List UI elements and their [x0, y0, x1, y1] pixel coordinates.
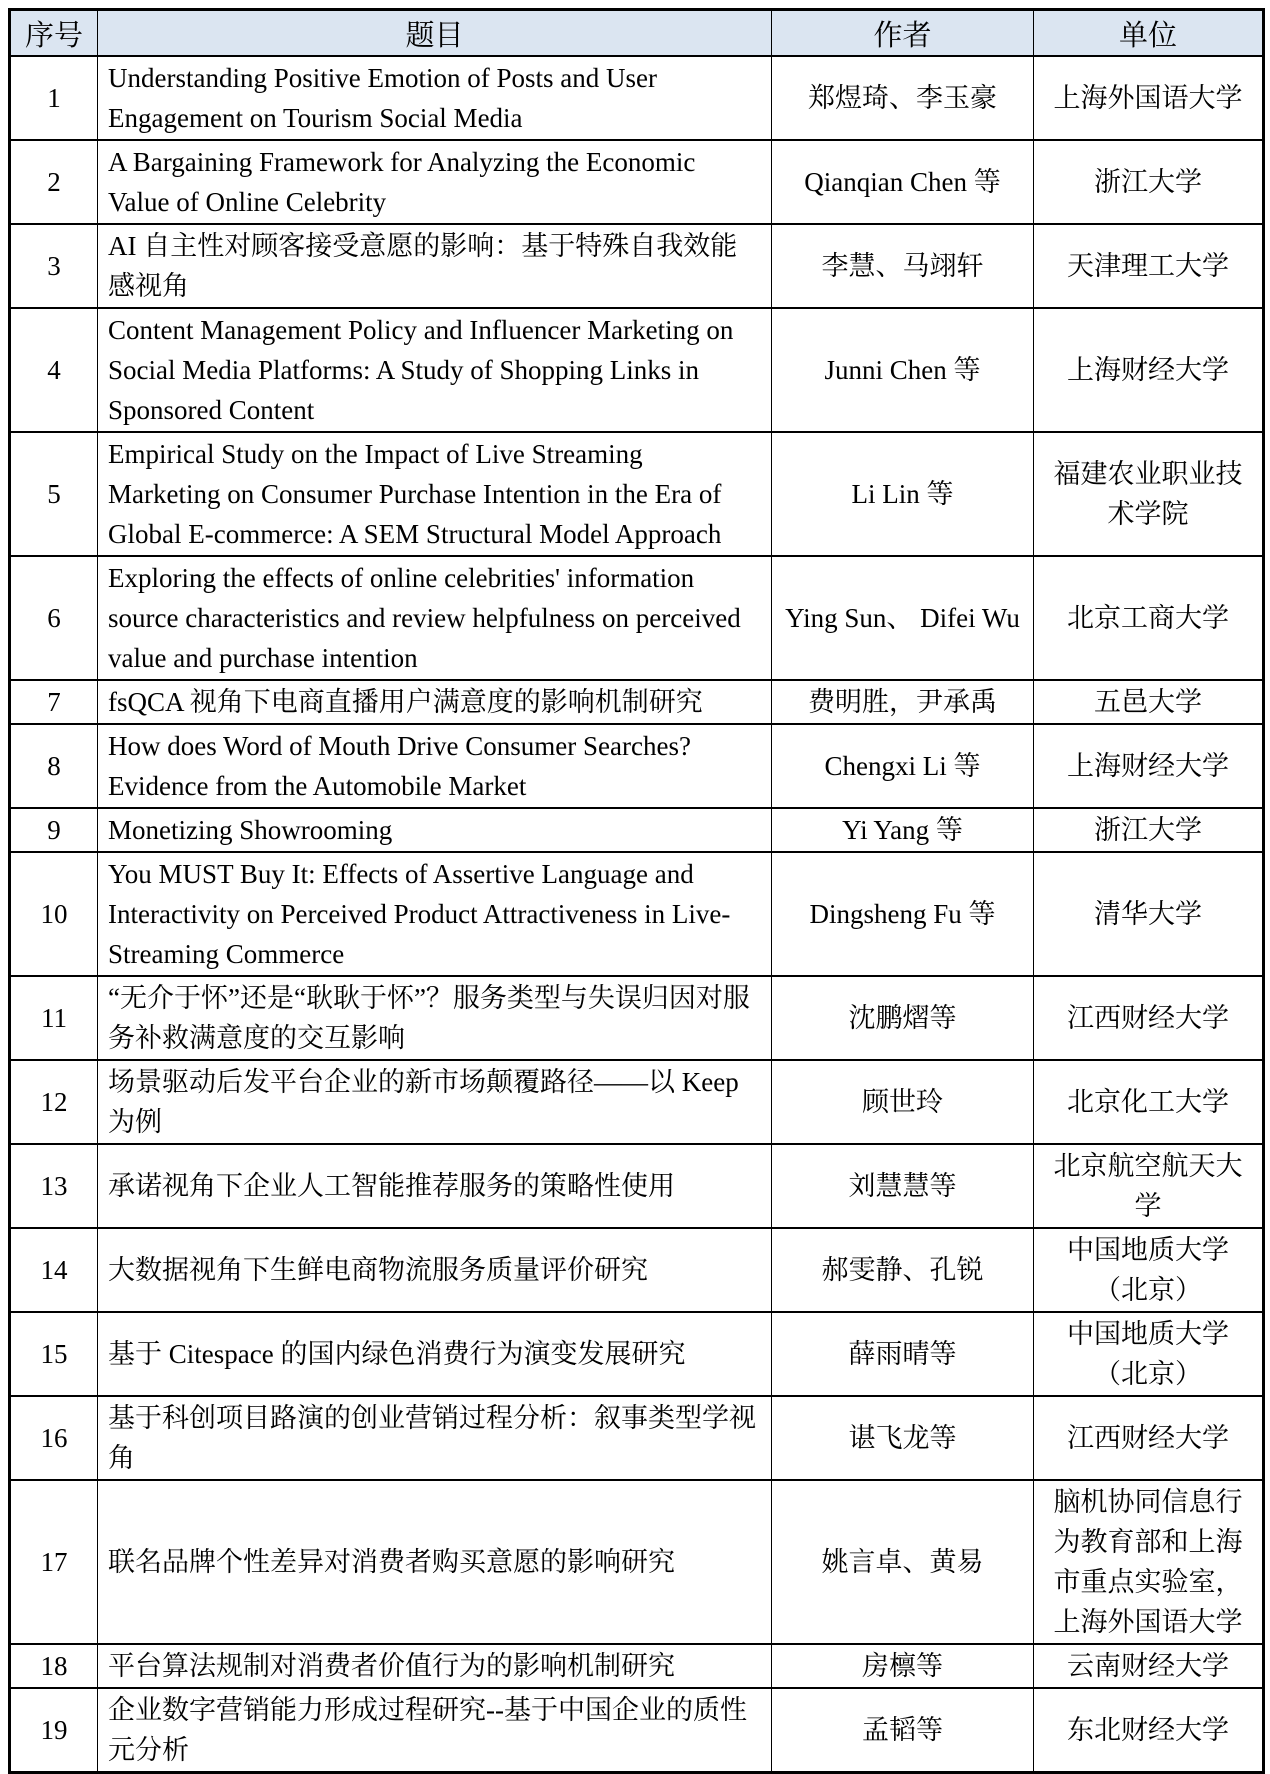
- row-number-cell: [10, 224, 98, 308]
- paper-title: Empirical Study on the Impact of Live Streaming Marketing on Consumer Purchase Intention in the Era of Global E-commerce: A SEM Structural Model Approach: [108, 439, 722, 549]
- paper-authors: 沈鹏熠等: [848, 1003, 957, 1033]
- row-number: 9: [47, 815, 61, 845]
- paper-institution-cell: [1034, 680, 1264, 724]
- paper-authors-cell: [772, 1144, 1034, 1228]
- row-number: 1: [47, 83, 61, 113]
- paper-title-cell: [98, 224, 772, 308]
- row-number-cell: [10, 852, 98, 976]
- paper-authors: Ying Sun、 Difei Wu: [785, 603, 1020, 633]
- paper-authors-cell: [772, 1060, 1034, 1144]
- paper-institution-cell: [1034, 432, 1264, 556]
- paper-institution: 浙江大学: [1094, 815, 1202, 845]
- paper-title-cell: [98, 852, 772, 976]
- paper-authors-cell: [772, 724, 1034, 808]
- paper-authors: Qianqian Chen 等: [804, 167, 1001, 197]
- row-number-cell: [10, 976, 98, 1060]
- paper-title-cell: [98, 308, 772, 432]
- paper-institution: 东北财经大学: [1067, 1715, 1229, 1745]
- paper-title-cell: [98, 556, 772, 680]
- table-body: [10, 56, 1264, 1773]
- paper-title-cell: [98, 432, 772, 556]
- paper-title-cell: [98, 1312, 772, 1396]
- paper-institution-cell: [1034, 140, 1264, 224]
- column-header-institution: 单位: [1034, 10, 1264, 57]
- table-row: [10, 308, 1264, 432]
- paper-institution: 清华大学: [1094, 899, 1202, 929]
- paper-authors: 谌飞龙等: [848, 1423, 957, 1453]
- paper-title-cell: [98, 1396, 772, 1480]
- paper-authors-cell: [772, 976, 1034, 1060]
- paper-title-cell: [98, 1060, 772, 1144]
- row-number-cell: [10, 680, 98, 724]
- paper-title: You MUST Buy It: Effects of Assertive Language and Interactivity on Perceived Product Attractiveness in Live-Streaming Commerce: [108, 859, 731, 969]
- paper-institution-cell: [1034, 1480, 1264, 1644]
- paper-authors: 孟韬等: [862, 1715, 943, 1745]
- paper-institution: 福建农业职业技术学院: [1053, 459, 1243, 529]
- paper-authors-cell: [772, 308, 1034, 432]
- table-row: [10, 1060, 1264, 1144]
- row-number: 2: [47, 167, 61, 197]
- paper-authors-cell: [772, 56, 1034, 140]
- row-number: 5: [47, 479, 61, 509]
- paper-authors: 郝雯静、孔锐: [821, 1255, 984, 1285]
- paper-institution-cell: [1034, 1688, 1264, 1773]
- paper-title: 基于科创项目路演的创业营销过程分析：叙事类型学视角: [108, 1403, 756, 1473]
- paper-title: Exploring the effects of online celebrities' information source characteristics and review helpfulness on perceived value and purchase intention: [108, 563, 741, 673]
- paper-institution-cell: [1034, 808, 1264, 852]
- table-row: [10, 1480, 1264, 1644]
- paper-title-cell: [98, 56, 772, 140]
- row-number-cell: [10, 56, 98, 140]
- table-row: [10, 724, 1264, 808]
- paper-authors-cell: [772, 1312, 1034, 1396]
- row-number-cell: [10, 556, 98, 680]
- table-row: [10, 1312, 1264, 1396]
- paper-institution: 上海财经大学: [1067, 355, 1229, 385]
- paper-title-cell: [98, 1228, 772, 1312]
- row-number-cell: [10, 724, 98, 808]
- table-row: [10, 1144, 1264, 1228]
- paper-authors: 李慧、马翊轩: [821, 251, 984, 281]
- paper-authors: 顾世玲: [862, 1087, 943, 1117]
- paper-institution: 云南财经大学: [1067, 1651, 1229, 1681]
- paper-institution: 中国地质大学（北京）: [1067, 1235, 1229, 1305]
- table-row: [10, 852, 1264, 976]
- table-header-row: [10, 10, 1264, 57]
- table-row: [10, 1396, 1264, 1480]
- row-number-cell: [10, 432, 98, 556]
- paper-title-cell: [98, 680, 772, 724]
- paper-title: AI 自主性对顾客接受意愿的影响：基于特殊自我效能感视角: [108, 231, 738, 301]
- paper-authors-cell: [772, 224, 1034, 308]
- paper-authors: 刘慧慧等: [848, 1171, 957, 1201]
- table-row: [10, 1688, 1264, 1773]
- paper-institution: 脑机协同信息行为教育部和上海市重点实验室，上海外国语大学: [1053, 1487, 1243, 1637]
- paper-title: 基于 Citespace 的国内绿色消费行为演变发展研究: [108, 1339, 686, 1369]
- row-number: 13: [40, 1171, 68, 1201]
- paper-authors: 费明胜，尹承禹: [808, 687, 997, 717]
- table-row: [10, 1644, 1264, 1688]
- paper-authors-cell: [772, 432, 1034, 556]
- paper-institution: 五邑大学: [1094, 687, 1202, 717]
- paper-title-cell: [98, 724, 772, 808]
- row-number-cell: [10, 1688, 98, 1773]
- row-number: 16: [40, 1423, 68, 1453]
- paper-title: 大数据视角下生鲜电商物流服务质量评价研究: [108, 1255, 648, 1285]
- row-number-cell: [10, 1480, 98, 1644]
- paper-authors: 郑煜琦、李玉豪: [808, 83, 997, 113]
- column-header-title: 题目: [98, 10, 772, 57]
- table-row: [10, 1228, 1264, 1312]
- paper-institution-cell: [1034, 852, 1264, 976]
- row-number: 14: [40, 1255, 68, 1285]
- paper-title: A Bargaining Framework for Analyzing the Economic Value of Online Celebrity: [108, 147, 696, 217]
- paper-authors-cell: [772, 808, 1034, 852]
- paper-title: 平台算法规制对消费者价值行为的影响机制研究: [108, 1651, 675, 1681]
- row-number-cell: [10, 1144, 98, 1228]
- paper-institution-cell: [1034, 1396, 1264, 1480]
- row-number-cell: [10, 1396, 98, 1480]
- row-number: 3: [47, 251, 61, 281]
- row-number: 19: [40, 1715, 68, 1745]
- paper-institution: 北京航空航天大学: [1053, 1151, 1243, 1221]
- paper-institution: 上海财经大学: [1067, 751, 1229, 781]
- paper-institution-cell: [1034, 976, 1264, 1060]
- row-number-cell: [10, 308, 98, 432]
- row-number: 17: [40, 1547, 68, 1577]
- table-row: [10, 556, 1264, 680]
- paper-institution-cell: [1034, 308, 1264, 432]
- column-header-number: 序号: [10, 10, 98, 57]
- paper-authors-cell: [772, 1396, 1034, 1480]
- paper-title-cell: [98, 808, 772, 852]
- paper-authors: Chengxi Li 等: [824, 751, 981, 781]
- paper-institution: 天津理工大学: [1067, 251, 1229, 281]
- paper-title-cell: [98, 1144, 772, 1228]
- row-number-cell: [10, 808, 98, 852]
- paper-title: How does Word of Mouth Drive Consumer Searches? Evidence from the Automobile Market: [108, 731, 691, 801]
- paper-title: 承诺视角下企业人工智能推荐服务的策略性使用: [108, 1171, 675, 1201]
- table-row: [10, 808, 1264, 852]
- paper-authors: Dingsheng Fu 等: [809, 899, 996, 929]
- paper-institution: 江西财经大学: [1067, 1003, 1229, 1033]
- row-number: 12: [40, 1087, 68, 1117]
- paper-institution-cell: [1034, 1312, 1264, 1396]
- row-number: 6: [47, 603, 61, 633]
- paper-institution-cell: [1034, 224, 1264, 308]
- row-number: 8: [47, 751, 61, 781]
- paper-authors: Li Lin 等: [851, 479, 954, 509]
- table-row: [10, 56, 1264, 140]
- row-number-cell: [10, 1060, 98, 1144]
- paper-authors-cell: [772, 1644, 1034, 1688]
- row-number-cell: [10, 1228, 98, 1312]
- paper-institution: 北京工商大学: [1067, 603, 1229, 633]
- paper-title-cell: [98, 1644, 772, 1688]
- papers-table: [8, 8, 1265, 1774]
- table-row: [10, 680, 1264, 724]
- paper-authors: Yi Yang 等: [842, 815, 963, 845]
- paper-authors-cell: [772, 1228, 1034, 1312]
- paper-institution-cell: [1034, 724, 1264, 808]
- paper-authors-cell: [772, 852, 1034, 976]
- paper-institution-cell: [1034, 1144, 1264, 1228]
- row-number-cell: [10, 140, 98, 224]
- paper-institution-cell: [1034, 1060, 1264, 1144]
- table-row: [10, 140, 1264, 224]
- paper-title: 场景驱动后发平台企业的新市场颠覆路径——以 Keep 为例: [108, 1067, 739, 1137]
- table-row: [10, 976, 1264, 1060]
- paper-authors-cell: [772, 140, 1034, 224]
- paper-institution: 北京化工大学: [1067, 1087, 1229, 1117]
- paper-title: “无介于怀”还是“耿耿于怀”？服务类型与失误归因对服务补救满意度的交互影响: [108, 983, 750, 1053]
- paper-authors-cell: [772, 1480, 1034, 1644]
- paper-title-cell: [98, 976, 772, 1060]
- paper-authors: Junni Chen 等: [824, 355, 981, 385]
- paper-institution-cell: [1034, 556, 1264, 680]
- paper-title: 联名品牌个性差异对消费者购买意愿的影响研究: [108, 1547, 675, 1577]
- paper-institution-cell: [1034, 56, 1264, 140]
- paper-authors-cell: [772, 1688, 1034, 1773]
- paper-authors: 房檩等: [862, 1651, 943, 1681]
- row-number: 15: [40, 1339, 68, 1369]
- paper-title: Monetizing Showrooming: [108, 815, 393, 845]
- table-row: [10, 432, 1264, 556]
- paper-institution-cell: [1034, 1228, 1264, 1312]
- row-number: 4: [47, 355, 61, 385]
- paper-institution: 上海外国语大学: [1053, 83, 1243, 113]
- paper-authors: 薛雨晴等: [848, 1339, 957, 1369]
- paper-title: Content Management Policy and Influencer Marketing on Social Media Platforms: A Study of Shopping Links in Sponsored Content: [108, 315, 734, 425]
- paper-title: 企业数字营销能力形成过程研究--基于中国企业的质性元分析: [108, 1695, 747, 1765]
- row-number: 11: [41, 1003, 67, 1033]
- row-number: 10: [40, 899, 68, 929]
- paper-title: Understanding Positive Emotion of Posts and User Engagement on Tourism Social Media: [108, 63, 657, 133]
- paper-title: fsQCA 视角下电商直播用户满意度的影响机制研究: [108, 687, 703, 717]
- paper-institution-cell: [1034, 1644, 1264, 1688]
- row-number: 7: [47, 687, 61, 717]
- paper-title-cell: [98, 1480, 772, 1644]
- paper-title-cell: [98, 140, 772, 224]
- paper-institution: 浙江大学: [1094, 167, 1202, 197]
- paper-authors: 姚言卓、黄易: [821, 1547, 984, 1577]
- paper-institution: 中国地质大学（北京）: [1067, 1319, 1229, 1389]
- table-row: [10, 224, 1264, 308]
- column-header-author: 作者: [772, 10, 1034, 57]
- paper-institution: 江西财经大学: [1067, 1423, 1229, 1453]
- paper-authors-cell: [772, 680, 1034, 724]
- row-number: 18: [40, 1651, 68, 1681]
- paper-authors-cell: [772, 556, 1034, 680]
- paper-title-cell: [98, 1688, 772, 1773]
- row-number-cell: [10, 1644, 98, 1688]
- row-number-cell: [10, 1312, 98, 1396]
